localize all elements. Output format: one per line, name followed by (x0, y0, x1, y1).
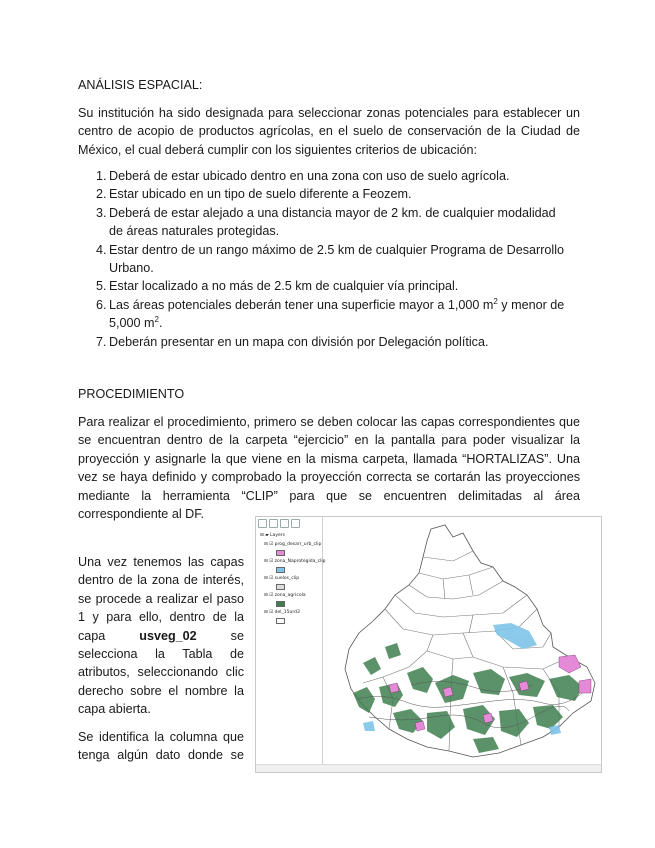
layer-name-usveg: usveg_02 (139, 628, 197, 643)
list-by-source-icon[interactable] (269, 519, 278, 528)
column-paragraph-2: Se identifica la columna que tenga algún dato donde se (78, 730, 244, 763)
table-of-contents-panel (256, 517, 326, 772)
toc-toolbar (256, 517, 322, 531)
list-by-visibility-icon[interactable] (280, 519, 289, 528)
proc-line: Para realizar el procedimiento, primero se deben colocar las capas correspondientes que (78, 415, 580, 429)
list-by-selection-icon[interactable] (291, 519, 300, 528)
criteria-item: 1. Deberá de estar ubicado dentro en una zona con uso de suelo agrícola. (96, 169, 510, 183)
criteria-item: 7. Deberán presentar en un mapa con división por Delegación política. (96, 334, 489, 349)
list-by-order-icon[interactable] (258, 519, 267, 528)
intro-line: centro de acopio de productos agrícolas, en el suelo de conservación de la Ciudad de (78, 124, 580, 139)
intro-line: Su institución ha sido designada para seleccionar zonas potenciales para establecer un (78, 106, 580, 120)
legend-swatch (276, 601, 285, 607)
criteria-item: 2. Estar ubicado en un tipo de suelo diferente a Feozem. (96, 187, 412, 202)
legend-swatch (276, 550, 285, 556)
layer-item[interactable]: ⊟ ☑ del_15urd3 (264, 610, 300, 615)
intro-paragraph (78, 104, 580, 159)
map-canvas[interactable] (323, 517, 601, 764)
heading-analisis: ANÁLISIS ESPACIAL: (78, 78, 203, 92)
criteria-list (78, 167, 580, 351)
proc-line: correspondiente al DF. (78, 507, 205, 522)
layer-item[interactable]: ⊟ ☑ prog_desarr_urb_clip (264, 542, 322, 547)
column-paragraph-1: Una vez tenemos las capas dentro de la zona de interés, se procede a realizar el paso 1 y para ello, dentro de la capa usveg_02 se selecciona la Tabla de atributos, seleccionando clic derecho sobre el nombre la capa abierta. (78, 555, 244, 717)
procedure-paragraph (78, 413, 580, 523)
layer-item[interactable]: ⊟ ☑ zona_agricola (264, 593, 306, 598)
proc-line: se encuentran dentro de la carpeta “ejercicio” en la pantalla para poder visualizar la (78, 433, 580, 448)
heading-procedimiento: PROCEDIMIENTO (78, 387, 185, 401)
layer-item[interactable]: ⊟ ☑ suelos_clip (264, 576, 300, 581)
proc-line: vez se haya definido y comprobado la proyección correcta se cortarán las proyecciones (78, 470, 580, 485)
horizontal-scrollbar[interactable] (256, 764, 601, 772)
criteria-item: 5. Estar localizado a no más de 2.5 km de cualquier vía principal. (96, 279, 459, 294)
criteria-item: 6. Las áreas potenciales deberán tener una superficie mayor a 1,000 $m^2$ y menor de 5,000 $m^2$. (96, 296, 565, 331)
criteria-item: 3. Deberá de estar alejado a una distancia mayor de 2 km. de cualquier modalidad de áreas naturales protegidas. (96, 205, 556, 239)
proc-line: proyección y asignarle la que viene en la misma carpeta, llamada “HORTALIZAS”. Una (78, 451, 580, 466)
legend-swatch (276, 618, 285, 624)
intro-line: México, el cual deberá cumplir con los siguientes criterios de ubicación: (78, 142, 477, 157)
layer-item[interactable]: ⊟ ☑ zona_Naprotegida_clip (264, 559, 326, 564)
gis-screenshot (255, 516, 602, 773)
legend-swatch (276, 584, 285, 590)
legend-swatch (276, 567, 285, 573)
proc-line: mediante la herramienta “CLIP” para que se encuentren delimitadas al área (78, 488, 580, 503)
criteria-item: 4. Estar dentro de un rango máximo de 2.5 km de cualquier Programa de Desarrollo Urbano. (96, 242, 565, 276)
layers-group[interactable]: ⊟ ▰ Layers (260, 533, 285, 538)
